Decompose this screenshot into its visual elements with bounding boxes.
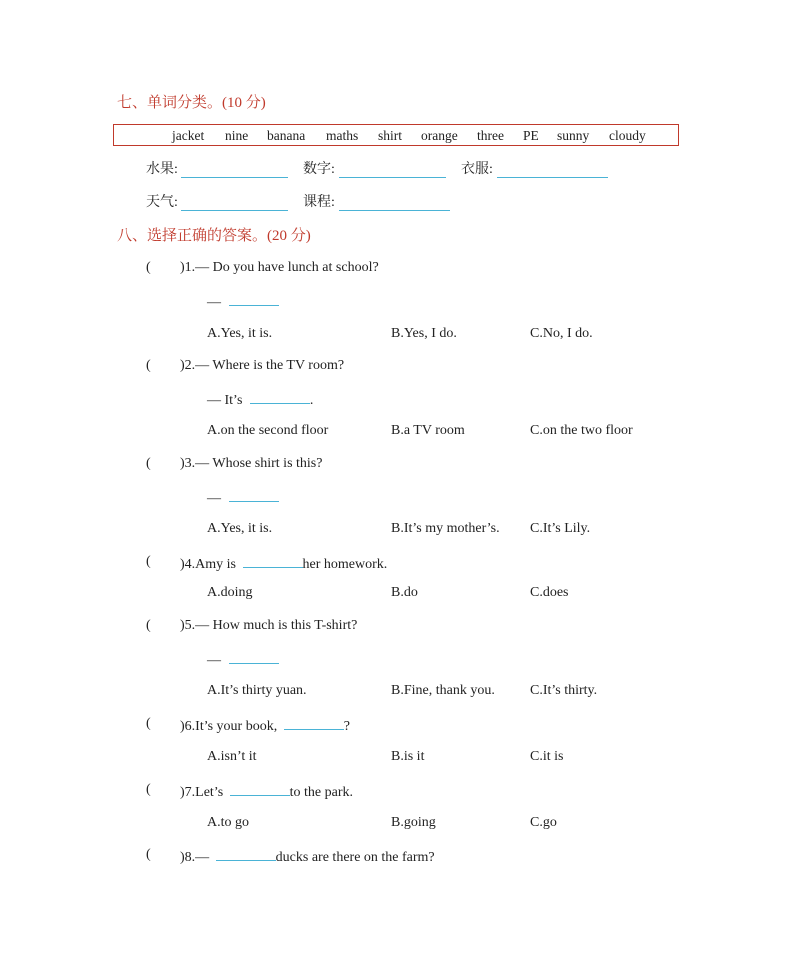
- question-4-option-b[interactable]: B.do: [391, 585, 418, 600]
- answer-blank[interactable]: [229, 487, 279, 502]
- answer-paren: (: [146, 847, 151, 862]
- question-7-option-c[interactable]: C.go: [530, 815, 557, 830]
- section-8-heading: 八、选择正确的答案。(20 分): [117, 228, 311, 244]
- answer-dash: —: [207, 653, 221, 668]
- question-5-option-c[interactable]: C.It’s thirty.: [530, 683, 598, 698]
- question-3-option-b[interactable]: B.It’s my mother’s.: [391, 521, 500, 536]
- word-bank-item: sunny: [557, 128, 590, 143]
- answer-paren: (: [146, 782, 151, 797]
- question-7-option-a[interactable]: A.to go: [207, 815, 249, 830]
- question-1-option-a[interactable]: A.Yes, it is.: [207, 326, 273, 341]
- answer-blank[interactable]: [230, 781, 290, 796]
- answer-dash: —: [207, 295, 221, 310]
- answer-blank[interactable]: [229, 649, 279, 664]
- question-1-answer-line: [207, 291, 279, 312]
- answer-suffix: .: [309, 393, 314, 408]
- category-label-number: 数字:: [303, 162, 335, 177]
- word-bank-item: nine: [225, 128, 249, 143]
- question-2-stem: )2.— Where is the TV room?: [180, 358, 345, 373]
- question-4-option-a[interactable]: A.doing: [207, 585, 253, 600]
- question-5-answer-line: [207, 649, 279, 670]
- question-5-option-a[interactable]: A.It’s thirty yuan.: [207, 683, 307, 698]
- word-bank-item: banana: [267, 128, 306, 143]
- question-4-stem: [180, 553, 387, 574]
- word-bank-item: maths: [326, 128, 359, 143]
- category-blank-weather[interactable]: [181, 209, 288, 211]
- stem-part: her homework.: [302, 557, 388, 572]
- word-bank-box: [113, 124, 679, 146]
- category-blank-fruit[interactable]: [181, 176, 288, 178]
- question-3-option-a[interactable]: A.Yes, it is.: [207, 521, 273, 536]
- stem-part: )8.—: [180, 850, 210, 865]
- stem-part: ducks are there on the farm?: [275, 850, 435, 865]
- question-3-option-c[interactable]: C.It’s Lily.: [530, 521, 591, 536]
- question-2-option-a[interactable]: A.on the second floor: [207, 423, 329, 438]
- question-7-stem: [180, 781, 353, 802]
- answer-blank[interactable]: [284, 715, 344, 730]
- word-bank-item: orange: [421, 128, 458, 143]
- question-5-option-b[interactable]: B.Fine, thank you.: [391, 683, 495, 698]
- question-4-option-c[interactable]: C.does: [530, 585, 569, 600]
- stem-part: ?: [343, 719, 350, 734]
- answer-blank[interactable]: [243, 553, 303, 568]
- category-blank-subject[interactable]: [339, 209, 450, 211]
- answer-paren: (: [146, 618, 151, 633]
- answer-blank[interactable]: [229, 291, 279, 306]
- category-label-fruit: 水果:: [146, 162, 178, 177]
- question-3-stem: )3.— Whose shirt is this?: [180, 456, 323, 471]
- question-5-stem: )5.— How much is this T-shirt?: [180, 618, 358, 633]
- category-blank-number[interactable]: [339, 176, 446, 178]
- word-bank-item: PE: [523, 128, 539, 143]
- category-label-subject: 课程:: [303, 195, 335, 210]
- word-bank-item: three: [477, 128, 504, 143]
- answer-blank[interactable]: [250, 389, 310, 404]
- answer-paren: (: [146, 260, 151, 275]
- word-bank-item: cloudy: [609, 128, 646, 143]
- question-1-option-c[interactable]: C.No, I do.: [530, 326, 593, 341]
- answer-paren: (: [146, 554, 151, 569]
- word-bank-item: jacket: [172, 128, 205, 143]
- stem-part: to the park.: [289, 785, 354, 800]
- category-blank-clothes[interactable]: [497, 176, 608, 178]
- question-1-option-b[interactable]: B.Yes, I do.: [391, 326, 457, 341]
- stem-part: )4.Amy is: [180, 557, 236, 572]
- question-2-option-b[interactable]: B.a TV room: [391, 423, 465, 438]
- question-2-option-c[interactable]: C.on the two floor: [530, 423, 633, 438]
- stem-part: )6.It’s your book,: [180, 719, 278, 734]
- question-8-stem: [180, 846, 435, 867]
- question-6-stem: [180, 715, 350, 736]
- question-6-option-b[interactable]: B.is it: [391, 749, 425, 764]
- stem-part: )7.Let’s: [180, 785, 224, 800]
- question-2-answer-line: [207, 389, 313, 410]
- answer-paren: (: [146, 456, 151, 471]
- question-6-option-a[interactable]: A.isn’t it: [207, 749, 257, 764]
- answer-paren: (: [146, 358, 151, 373]
- answer-blank[interactable]: [216, 846, 276, 861]
- answer-dash: —: [207, 491, 221, 506]
- category-label-weather: 天气:: [146, 195, 178, 210]
- section-7-heading: 七、单词分类。(10 分): [117, 95, 266, 111]
- question-1-stem: )1.— Do you have lunch at school?: [180, 260, 379, 275]
- word-bank-item: shirt: [378, 128, 403, 143]
- answer-paren: (: [146, 716, 151, 731]
- question-3-answer-line: [207, 487, 279, 508]
- answer-prefix: — It’s: [207, 393, 243, 408]
- question-6-option-c[interactable]: C.it is: [530, 749, 564, 764]
- category-label-clothes: 衣服:: [461, 162, 493, 177]
- question-7-option-b[interactable]: B.going: [391, 815, 436, 830]
